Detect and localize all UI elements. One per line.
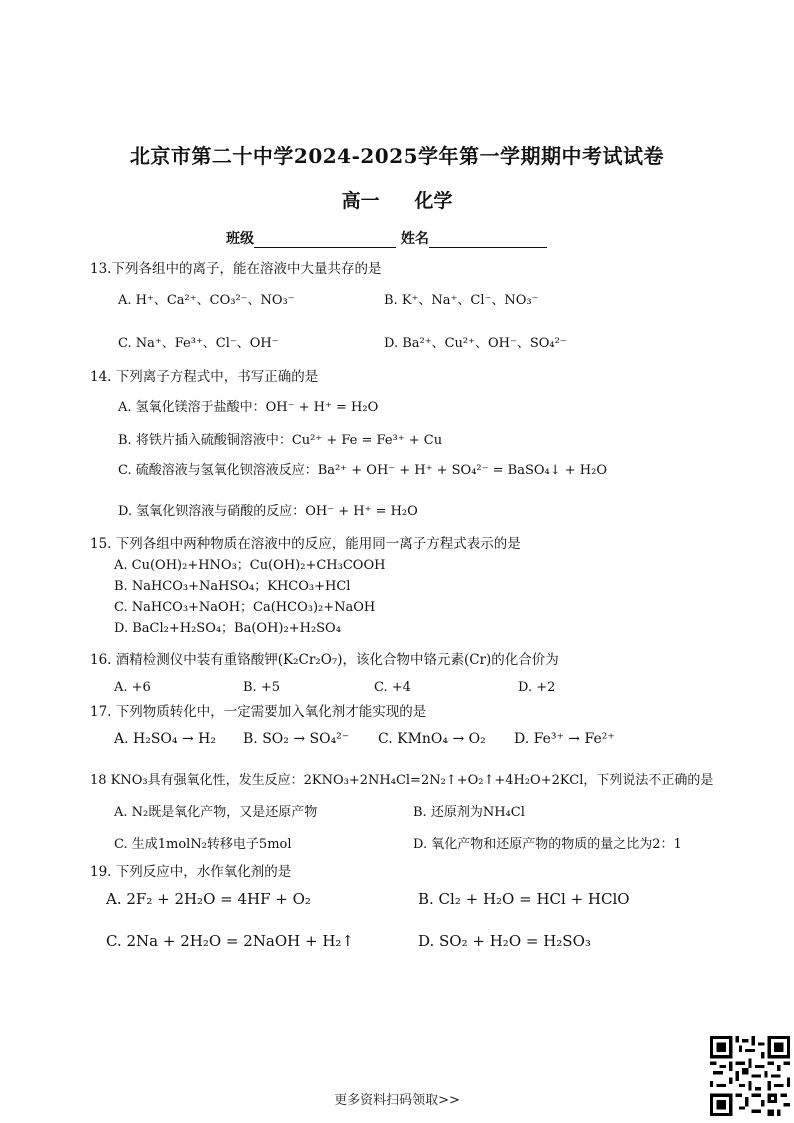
q13-option-b: B. K⁺、Na⁺、Cl⁻、NO₃⁻: [384, 293, 539, 308]
class-blank: [254, 233, 396, 248]
q16-stem: 16. 酒精检测仪中装有重铬酸钾(K₂Cr₂O₇)，该化合物中铬元素(Cr)的化合价为: [90, 652, 559, 668]
q14-option-c: C. 硫酸溶液与氢氧化钡溶液反应：Ba²⁺ + OH⁻ + H⁺ + SO₄²⁻ = BaSO₄↓ + H₂O: [118, 463, 607, 478]
q14-option-b: B. 将铁片插入硫酸铜溶液中：Cu²⁺ + Fe = Fe³⁺ + Cu: [118, 433, 443, 448]
q15-stem: 15. 下列各组中两种物质在溶液中的反应，能用同一离子方程式表示的是: [90, 536, 521, 552]
class-name-line: [226, 228, 547, 248]
q19-option-c: C. 2Na + 2H₂O = 2NaOH + H₂↑: [106, 932, 354, 950]
class-label: 班级: [226, 231, 254, 247]
q17-option-d: D. Fe³⁺ → Fe²⁺: [514, 731, 615, 747]
q19-option-b: B. Cl₂ + H₂O = HCl + HClO: [418, 890, 630, 908]
q17-option-b: B. SO₂ → SO₄²⁻: [243, 731, 350, 747]
exam-title: 北京市第二十中学2024-2025学年第一学期期中考试试卷: [129, 144, 665, 168]
q16-option-a: A. +6: [114, 680, 151, 695]
q19-stem: 19. 下列反应中，水作氧化剂的是: [90, 864, 292, 880]
q18-option-a: A. N₂既是氧化产物，又是还原产物: [114, 805, 318, 820]
q19-option-a: A. 2F₂ + 2H₂O = 4HF + O₂: [106, 890, 311, 908]
subject-label: 化学: [414, 190, 453, 212]
q15-option-c: C. NaHCO₃+NaOH；Ca(HCO₃)₂+NaOH: [114, 600, 376, 615]
grade-label: 高一: [341, 190, 380, 212]
q13-option-c: C. Na⁺、Fe³⁺、Cl⁻、OH⁻: [118, 336, 279, 351]
q17-option-a: A. H₂SO₄ → H₂: [114, 731, 216, 747]
q17-option-c: C. KMnO₄ → O₂: [378, 731, 486, 747]
q13-option-d: D. Ba²⁺、Cu²⁺、OH⁻、SO₄²⁻: [384, 336, 567, 351]
q16-option-c: C. +4: [374, 680, 411, 695]
q16-option-b: B. +5: [243, 680, 280, 695]
q18-option-d: D. 氧化产物和还原产物的物质的量之比为2：1: [413, 837, 682, 852]
q19-option-d: D. SO₂ + H₂O = H₂SO₃: [418, 932, 591, 950]
q15-option-a: A. Cu(OH)₂+HNO₃；Cu(OH)₂+CH₃COOH: [114, 558, 386, 573]
q13-option-a: A. H⁺、Ca²⁺、CO₃²⁻、NO₃⁻: [118, 293, 295, 308]
q18-option-c: C. 生成1molN₂转移电子5mol: [114, 837, 292, 852]
q17-stem: 17. 下列物质转化中，一定需要加入氧化剂才能实现的是: [90, 704, 427, 720]
q14-stem: 14. 下列离子方程式中，书写正确的是: [90, 369, 319, 385]
q18-option-b: B. 还原剂为NH₄Cl: [413, 805, 525, 820]
q15-option-b: B. NaHCO₃+NaHSO₄；KHCO₃+HCl: [114, 579, 351, 594]
q14-option-a: A. 氢氧化镁溶于盐酸中：OH⁻ + H⁺ = H₂O: [118, 400, 379, 415]
q18-stem: 18 KNO₃具有强氧化性，发生反应：2KNO₃+2NH₄Cl=2N₂↑+O₂↑+4H₂O+2KCl，下列说法不正确的是: [90, 773, 714, 788]
name-label: 姓名: [400, 231, 429, 247]
exam-subtitle: [0, 186, 794, 213]
q14-option-d: D. 氢氧化钡溶液与硝酸的反应：OH⁻ + H⁺ = H₂O: [118, 504, 418, 519]
q15-option-d: D. BaCl₂+H₂SO₄；Ba(OH)₂+H₂SO₄: [114, 621, 341, 636]
q13-stem: 13.下列各组中的离子，能在溶液中大量共存的是: [90, 261, 382, 277]
q16-option-d: D. +2: [518, 680, 556, 695]
name-blank: [429, 233, 547, 248]
footer-link[interactable]: 更多资料扫码领取>>: [334, 1093, 460, 1108]
